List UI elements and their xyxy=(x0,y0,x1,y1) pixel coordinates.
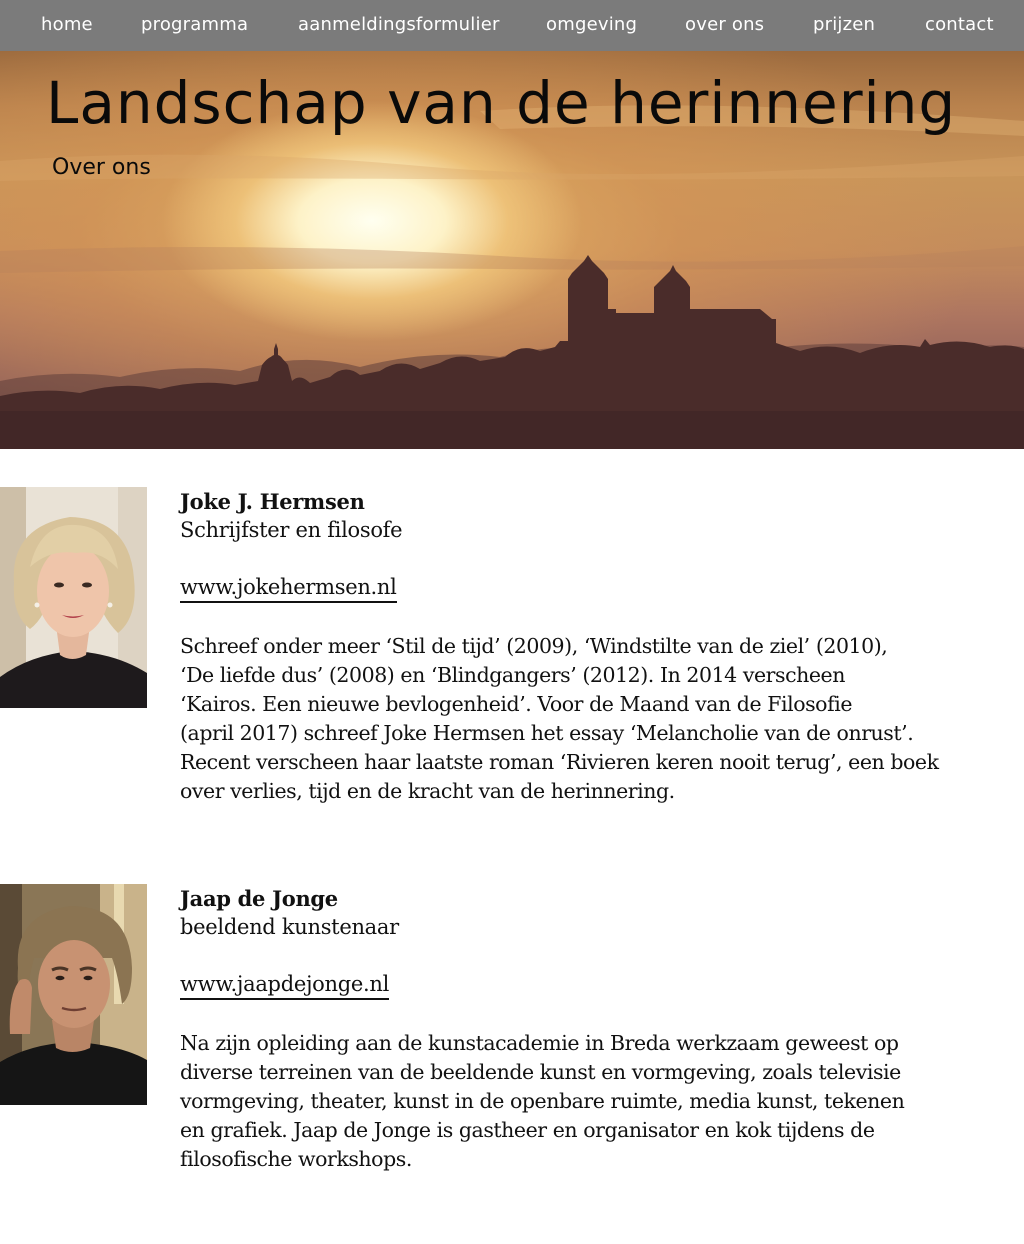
page-title: Landschap van de herinnering xyxy=(46,69,957,137)
person-role: beeldend kunstenaar xyxy=(180,915,399,939)
person-role: Schrijfster en filosofe xyxy=(180,518,403,542)
nav-item-home[interactable]: home xyxy=(41,14,93,35)
nav-item-prijzen[interactable]: prijzen xyxy=(813,14,876,35)
page-subtitle: Over ons xyxy=(52,155,151,180)
person-name: Jaap de Jonge xyxy=(180,886,338,911)
nav-item-programma[interactable]: programma xyxy=(141,14,249,35)
person-name: Joke J. Hermsen xyxy=(180,489,365,514)
hero-banner xyxy=(0,51,1024,449)
person-bio: Na zijn opleiding aan de kunstacademie in Breda werkzaam geweest op diverse terreinen van de beeldende kunst en vormgeving, zoals televisie vormgeving, theater, kunst in de openbare ruimte, media kunst, tekenen en grafiek. Jaap de Jonge is gastheer en organisator en kok tijdens de filosofische workshops. xyxy=(180,1031,905,1171)
nav-item-over-ons[interactable]: over ons xyxy=(685,14,765,35)
person-card-jaap-de-jonge xyxy=(180,884,990,1174)
nav-item-aanmeldingsformulier[interactable]: aanmeldingsformulier xyxy=(298,14,500,35)
person-website-link[interactable]: www.jokehermsen.nl xyxy=(180,574,397,603)
main-nav xyxy=(0,0,1024,51)
person-card-joke-hermsen xyxy=(180,487,990,806)
portrait-photo-jaap-de-jonge xyxy=(0,884,147,1105)
person-website-link[interactable]: www.jaapdejonge.nl xyxy=(180,971,389,1000)
nav-item-omgeving[interactable]: omgeving xyxy=(546,14,638,35)
portrait-photo-joke-hermsen xyxy=(0,487,147,708)
nav-item-contact[interactable]: contact xyxy=(925,14,994,35)
person-bio: Schreef onder meer ‘Stil de tijd’ (2009), ‘Windstilte van de ziel’ (2010), ‘De liefde dus’ (2008) en ‘Blindgangers’ (2012). In 2014 verscheen ‘Kairos. Een nieuwe bevlogenheid’. Voor de Maand van de Filosofie (april 2017) schreef Joke Hermsen het essay ‘Melancholie van de onrust’. Recent verscheen haar laatste roman ‘Rivieren keren nooit terug’, een boek over verlies, tijd en de kracht van de herinnering. xyxy=(180,634,939,803)
